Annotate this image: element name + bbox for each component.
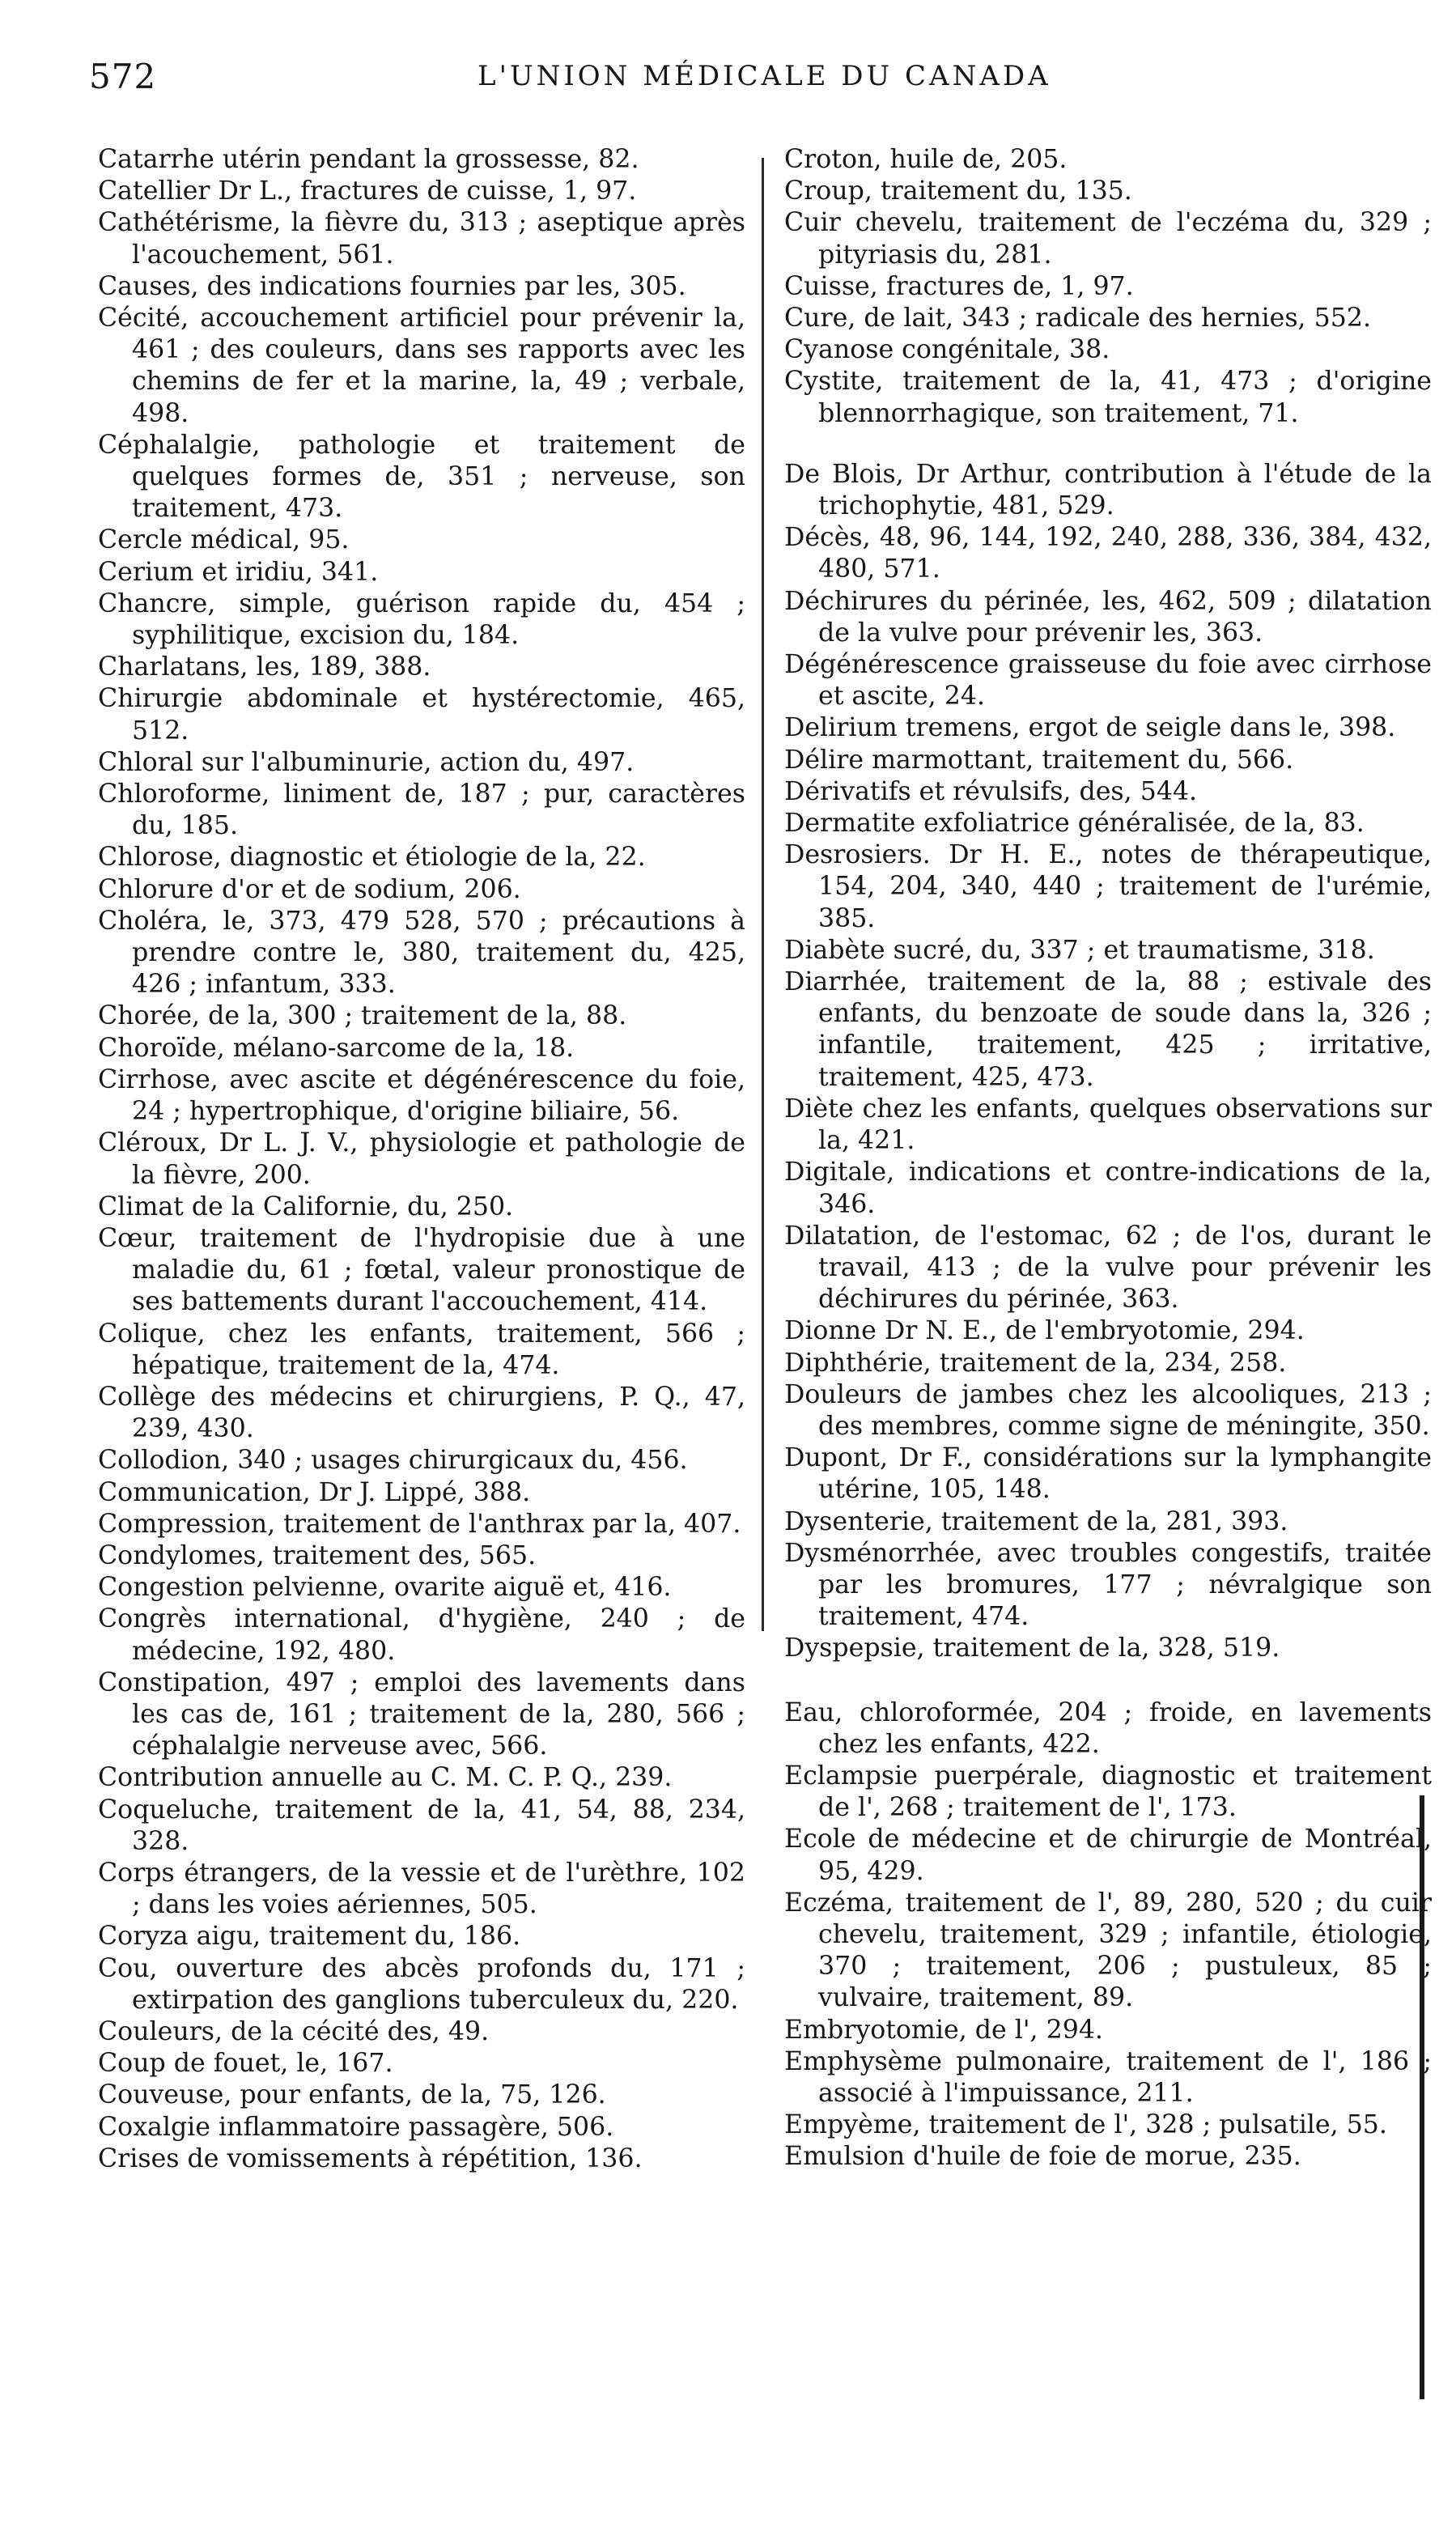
- index-entry: Cure, de lait, 343 ; radicale des hernies, 552.: [784, 304, 1371, 333]
- index-entry: Déchirures du périnée, les, 462, 509 ; dilatation de la vulve pour prévenir les, 363.: [784, 586, 1432, 648]
- group-spacer: [784, 430, 1432, 459]
- index-entry: Délire marmottant, traitement du, 566.: [784, 745, 1294, 775]
- index-entry: Coqueluche, traitement de la, 41, 54, 88, 234, 328.: [98, 1795, 745, 1856]
- index-group-e: [784, 1697, 1432, 2173]
- index-entry: Cou, ouverture des abcès profonds du, 171 ; extirpation des ganglions tuberculeux du, 220.: [98, 1953, 745, 2015]
- index-entry: Cathétérisme, la fièvre du, 313 ; aseptique après l'acouchement, 561.: [98, 208, 745, 270]
- index-entry: Congrès international, d'hygiène, 240 ; de médecine, 192, 480.: [98, 1604, 745, 1666]
- index-entry: Collège des médecins et chirurgiens, P. Q., 47, 239, 430.: [98, 1382, 745, 1444]
- index-entry: Coup de fouet, le, 167.: [98, 2049, 393, 2079]
- index-entry: Chloral sur l'albuminurie, action du, 497.: [98, 747, 635, 777]
- index-entry: Diète chez les enfants, quelques observations sur la, 421.: [784, 1094, 1432, 1156]
- index-entry: Cléroux, Dr L. J. V., physiologie et pathologie de la fièvre, 200.: [98, 1128, 745, 1190]
- group-spacer: [784, 1665, 1432, 1697]
- index-column-left: [98, 144, 745, 2175]
- index-entry: Choléra, le, 373, 479 528, 570 ; précautions à prendre contre le, 380, traitement du, 425, 426 ; infantum, 333.: [98, 906, 745, 1000]
- index-entry: Condylomes, traitement des, 565.: [98, 1540, 537, 1570]
- index-entry: Couleurs, de la cécité des, 49.: [98, 2016, 490, 2046]
- index-entry: Contribution annuelle au C. M. C. P. Q., 239.: [98, 1763, 673, 1793]
- index-group-c: [784, 144, 1432, 430]
- index-entry: Dilatation, de l'estomac, 62 ; de l'os, durant le travail, 413 ; de la vulve pour prévenir les déchirures du périnée, 363.: [784, 1221, 1432, 1315]
- column-divider: [762, 158, 764, 1631]
- index-entry: Empyème, traitement de l', 328 ; pulsatile, 55.: [784, 2110, 1387, 2140]
- index-entry: Dyspepsie, traitement de la, 328, 519.: [784, 1633, 1280, 1663]
- index-column-right: [784, 144, 1432, 2173]
- index-entry: Emulsion d'huile de foie de morue, 235.: [784, 2142, 1301, 2172]
- index-entry: Causes, des indications fournies par les, 305.: [98, 271, 686, 301]
- index-entry: Cœur, traitement de l'hydropisie due à une maladie du, 61 ; fœtal, valeur pronostique de ses battements durant l'accouchement, 414.: [98, 1223, 745, 1317]
- index-entry: Dysenterie, traitement de la, 281, 393.: [784, 1506, 1288, 1536]
- index-entry: Dupont, Dr F., considérations sur la lymphangite utérine, 105, 148.: [784, 1443, 1432, 1505]
- index-entry: Cirrhose, avec ascite et dégénérescence du foie, 24 ; hypertrophique, d'origine biliaire, 56.: [98, 1064, 745, 1127]
- index-entry: Diarrhée, traitement de la, 88 ; estivale des enfants, du benzoate de soude dans la, 326 ; infantile, traitement, 425 ; irritative, traitement, 425, 473.: [784, 967, 1432, 1092]
- index-entry: Coryza aigu, traitement du, 186.: [98, 1922, 521, 1952]
- index-group-d: [784, 459, 1432, 1665]
- index-entry: Charlatans, les, 189, 388.: [98, 652, 431, 682]
- index-entry: Chorée, de la, 300 ; traitement de la, 88.: [98, 1001, 627, 1031]
- index-entry: Couveuse, pour enfants, de la, 75, 126.: [98, 2080, 606, 2110]
- index-entry: Cyanose congénitale, 38.: [784, 335, 1110, 365]
- index-entry: Communication, Dr J. Lippé, 388.: [98, 1477, 531, 1507]
- index-entry: Dionne Dr N. E., de l'embryotomie, 294.: [784, 1316, 1305, 1346]
- index-entry: Digitale, indications et contre-indications de la, 346.: [784, 1158, 1432, 1219]
- index-entry: Cerium et iridiu, 341.: [98, 557, 379, 587]
- index-entry: Eau, chloroformée, 204 ; froide, en lavements chez les enfants, 422.: [784, 1697, 1432, 1759]
- index-entry: Choroïde, mélano-sarcome de la, 18.: [98, 1033, 575, 1063]
- index-entry: Emphysème pulmonaire, traitement de l', 186 ; associé à l'impuissance, 211.: [784, 2046, 1432, 2108]
- index-entry: Climat de la Californie, du, 250.: [98, 1192, 514, 1221]
- index-entry: Dermatite exfoliatrice généralisée, de la, 83.: [784, 809, 1365, 839]
- index-entry: Colique, chez les enfants, traitement, 566 ; hépatique, traitement de la, 474.: [98, 1319, 745, 1380]
- index-entry: Constipation, 497 ; emploi des lavements dans les cas de, 161 ; traitement de la, 280, 566 ; céphalalgie nerveuse avec, 566.: [98, 1667, 745, 1761]
- index-entry: Cécité, accouchement artificiel pour prévenir la, 461 ; des couleurs, dans ses rapports avec les chemins de fer et la marine, la, 49 ; verbale, 498.: [98, 304, 745, 428]
- index-entry: Eczéma, traitement de l', 89, 280, 520 ; du cuir chevelu, traitement, 329 ; infantile, étiologie, 370 ; traitement, 206 ; pustuleux, 85 ; vulvaire, traitement, 89.: [784, 1888, 1432, 2013]
- index-entry: Décès, 48, 96, 144, 192, 240, 288, 336, 384, 432, 480, 571.: [784, 523, 1432, 584]
- index-entry: Delirium tremens, ergot de seigle dans le, 398.: [784, 713, 1396, 743]
- index-entry: Compression, traitement de l'anthrax par la, 407.: [98, 1509, 741, 1539]
- index-entry: Chloroforme, liniment de, 187 ; pur, caractères du, 185.: [98, 780, 745, 841]
- index-entry: Dégénérescence graisseuse du foie avec cirrhose et ascite, 24.: [784, 650, 1432, 712]
- index-entry: Dérivatifs et révulsifs, des, 544.: [784, 776, 1198, 806]
- journal-title: L'UNION MÉDICALE DU CANADA: [478, 60, 1051, 92]
- index-entry: Desrosiers. Dr H. E., notes de thérapeutique, 154, 204, 340, 440 ; traitement de l'urémie, 385.: [784, 840, 1432, 933]
- index-entry: Catarrhe utérin pendant la grossesse, 82.: [98, 145, 639, 174]
- index-entry: Douleurs de jambes chez les alcooliques, 213 ; des membres, comme signe de méningite, 350.: [784, 1379, 1432, 1441]
- index-entry: Chlorose, diagnostic et étiologie de la, 22.: [98, 843, 646, 873]
- page-number: 572: [89, 57, 157, 96]
- index-entry: Croup, traitement du, 135.: [784, 176, 1132, 206]
- index-entry: Céphalalgie, pathologie et traitement de quelques formes de, 351 ; nerveuse, son traitement, 473.: [98, 430, 745, 524]
- index-entry: Chancre, simple, guérison rapide du, 454 ; syphilitique, excision du, 184.: [98, 588, 745, 651]
- index-entry: Corps étrangers, de la vessie et de l'urèthre, 102 ; dans les voies aériennes, 505.: [98, 1858, 745, 1920]
- index-entry: Diabète sucré, du, 337 ; et traumatisme, 318.: [784, 935, 1375, 965]
- index-entry: Diphthérie, traitement de la, 234, 258.: [784, 1348, 1287, 1378]
- index-entry: Chirurgie abdominale et hystérectomie, 465, 512.: [98, 684, 745, 746]
- index-entry: Chlorure d'or et de sodium, 206.: [98, 874, 521, 904]
- index-entry: Cercle médical, 95.: [98, 525, 350, 555]
- index-entry: Cystite, traitement de la, 41, 473 ; d'origine blennorrhagique, son traitement, 71.: [784, 367, 1432, 428]
- index-entry: Collodion, 340 ; usages chirurgicaux du, 456.: [98, 1446, 688, 1476]
- index-entry: Congestion pelvienne, ovarite aiguë et, 416.: [98, 1573, 672, 1603]
- index-entry: Eclampsie puerpérale, diagnostic et traitement de l', 268 ; traitement de l', 173.: [784, 1761, 1432, 1823]
- index-entry: Cuisse, fractures de, 1, 97.: [784, 271, 1134, 301]
- index-entry: De Blois, Dr Arthur, contribution à l'étude de la trichophytie, 481, 529.: [784, 459, 1432, 521]
- index-entry: Ecole de médecine et de chirurgie de Montréal, 95, 429.: [784, 1825, 1432, 1886]
- index-entry: Catellier Dr L., fractures de cuisse, 1, 97.: [98, 176, 637, 206]
- index-entry: Cuir chevelu, traitement de l'eczéma du, 329 ; pityriasis du, 281.: [784, 208, 1432, 270]
- index-entry: Croton, huile de, 205.: [784, 145, 1068, 174]
- index-entry: Coxalgie inflammatoire passagère, 506.: [98, 2112, 614, 2142]
- index-entry: Dysménorrhée, avec troubles congestifs, traitée par les bromures, 177 ; névralgique son traitement, 474.: [784, 1538, 1432, 1632]
- index-entry: Embryotomie, de l', 294.: [784, 2015, 1103, 2045]
- running-header: [89, 57, 1060, 113]
- index-entry: Crises de vomissements à répétition, 136.: [98, 2143, 643, 2173]
